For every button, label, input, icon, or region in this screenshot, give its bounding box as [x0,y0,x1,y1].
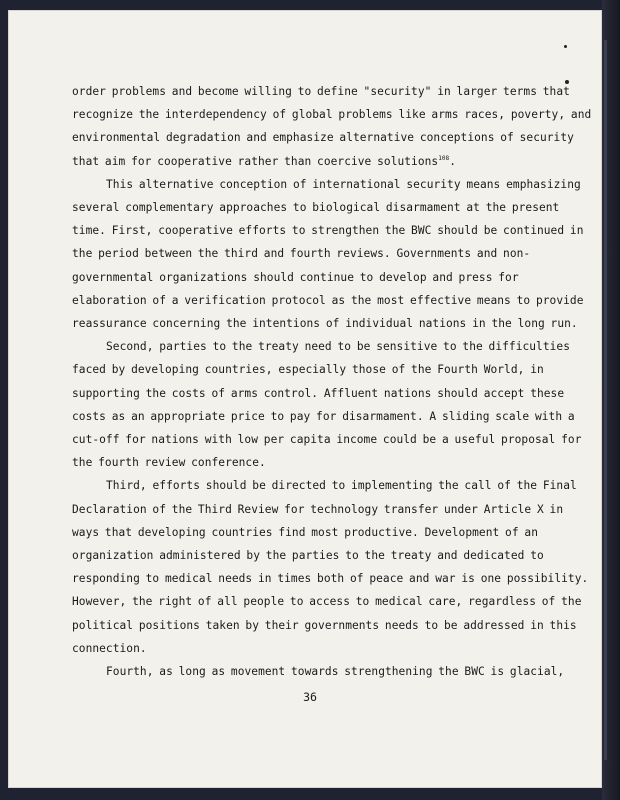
text-line: several complementary approaches to biological disarmament at the present [72,201,560,215]
text-line: elaboration of a verification protocol as the most effective means to provide [72,293,584,307]
text-line: the period between the third and fourth reviews. Governments and non- [72,247,531,261]
paragraph-5 [72,660,565,683]
text-line: supporting the costs of arms control. Affluent nations should accept these [72,386,565,400]
text-line: political positions taken by their governments needs to be addressed in this [72,618,577,632]
text-line: order problems and become willing to define "security" in larger terms that [72,85,570,98]
text-line: responding to medical needs in times both of peace and war is one possibility. [72,572,589,586]
text-line: Second, parties to the treaty need to be sensitive to the difficulties [106,340,570,354]
text-line: cut-off for nations with low per capita income could be a useful proposal for [72,433,582,447]
sentence-end: . [449,154,456,168]
text-line: Third, efforts should be directed to implementing the call of the Final [106,479,577,493]
text-line: connection. [72,641,147,655]
text-line: reassurance concerning the intentions of individual nations in the long run. [72,317,578,331]
paragraph-1 [72,80,592,173]
text-line: organization administered by the parties to the treaty and dedicated to [72,549,544,563]
footnote-ref: 108 [438,154,450,162]
speck-mark [565,80,569,84]
text-line: time. First, cooperative efforts to strengthen the BWC should be continued in [72,224,584,238]
paragraph-2 [72,173,584,335]
text-line: environmental degradation and emphasize alternative conceptions of security [72,131,574,145]
text-line: the fourth review conference. [72,456,266,470]
body-text [72,80,592,683]
text-line: However, the right of all people to access to medical care, regardless of the [72,595,582,609]
paragraph-4 [72,474,589,660]
text-line: faced by developing countries, especially those of the Fourth World, in [72,363,544,377]
text-line: ways that developing countries find most productive. Development of an [72,525,538,539]
paragraph-3 [72,335,582,474]
text-line: Fourth, as long as movement towards strengthening the BWC is glacial, [106,665,565,679]
text-line: that aim for cooperative rather than coercive solutions [72,154,439,168]
page-number: 36 [303,690,317,704]
text-line-with-footnote [72,150,532,173]
speck-mark [564,45,567,48]
text-line: costs as an appropriate price to pay for disarmament. A sliding scale with a [72,409,575,423]
binder-edge-bar [604,40,607,760]
text-line: governmental organizations should continue to develop and press for [72,270,519,284]
text-line: Declaration of the Third Review for technology transfer under Article X in [72,502,564,516]
text-line: This alternative conception of international security means emphasizing [106,177,581,191]
text-line: recognize the interdependency of global problems like arms races, poverty, and [72,108,592,122]
